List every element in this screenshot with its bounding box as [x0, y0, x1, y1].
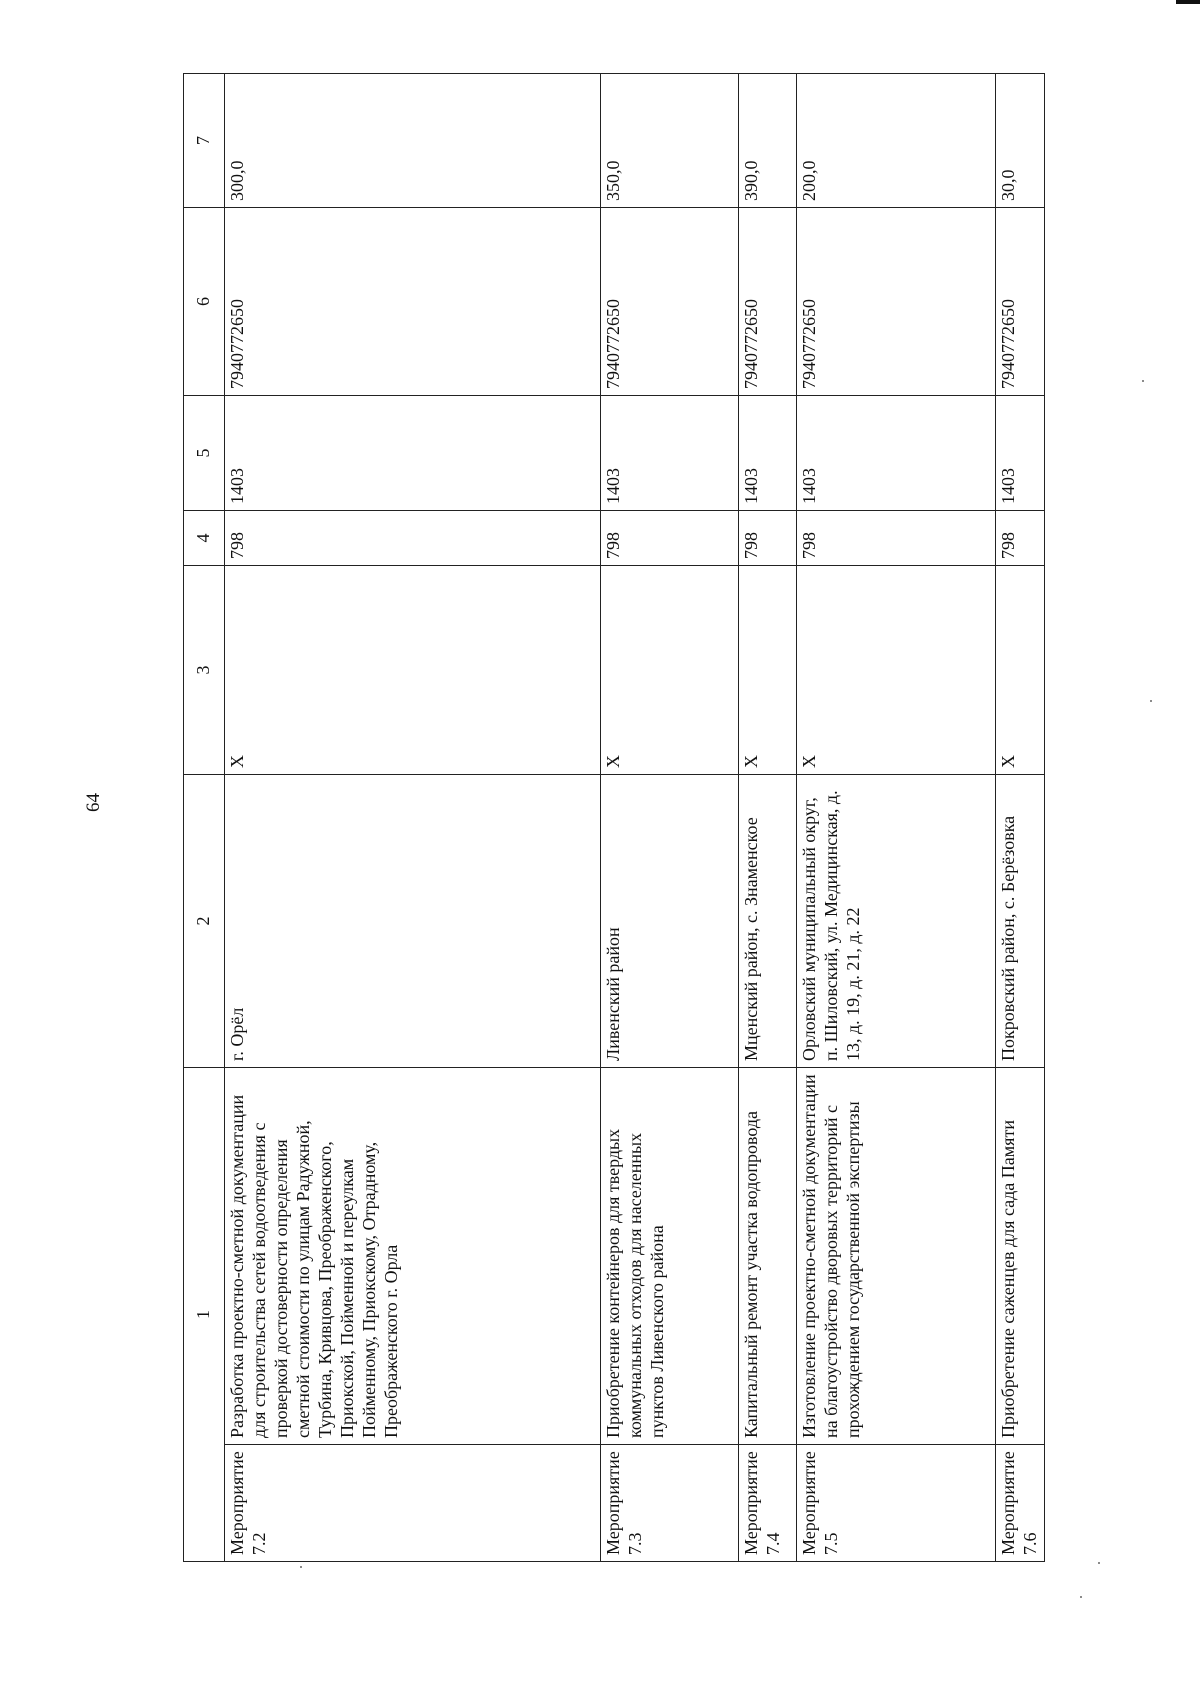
table-row — [739, 74, 797, 1562]
cell-location: г. Орёл — [225, 775, 601, 1068]
cell-col7: 390,0 — [739, 74, 797, 208]
cell-col5: 1403 — [797, 396, 996, 511]
cell-description: Капитальный ремонт участка водопровода — [739, 1068, 797, 1445]
cell-col4: 798 — [225, 511, 601, 566]
cell-col3: Х — [996, 566, 1045, 775]
cell-col7: 350,0 — [601, 74, 739, 208]
cell-location: Орловский муниципальный округ, п. Шиловский, ул. Медицинская, д. 13, д. 19, д. 21, д. 22 — [797, 775, 996, 1068]
cell-col6: 7940772650 — [601, 208, 739, 396]
scan-speck — [1142, 380, 1144, 382]
scan-speck — [1080, 1596, 1082, 1598]
cell-col4: 798 — [996, 511, 1045, 566]
scan-speck — [1150, 700, 1152, 702]
header-cell-col7: 7 — [184, 74, 225, 208]
cell-col4: 798 — [601, 511, 739, 566]
rotated-table-container — [183, 74, 1040, 1562]
scan-mark — [1176, 0, 1200, 4]
cell-description: Разработка проектно-сметной документации для строительства сетей водоотведения с проверкой достоверности определения сметной стоимости по улицам Радужной, Турбина, Кривцова, Преображенского, Приокской, Пойменной и переулкам Пойменному, Приокскому, Отрадному, Преображенского г. Орла — [225, 1068, 601, 1445]
cell-col5: 1403 — [601, 396, 739, 511]
cell-col6: 7940772650 — [996, 208, 1045, 396]
cell-col6: 7940772650 — [797, 208, 996, 396]
scan-speck — [300, 1566, 302, 1568]
cell-col6: 7940772650 — [225, 208, 601, 396]
cell-col7: 200,0 — [797, 74, 996, 208]
cell-col3: Х — [739, 566, 797, 775]
cell-col5: 1403 — [739, 396, 797, 511]
cell-col6: 7940772650 — [739, 208, 797, 396]
cell-col5: 1403 — [996, 396, 1045, 511]
table-row — [797, 74, 996, 1562]
table-row — [996, 74, 1045, 1562]
data-table — [183, 73, 1045, 1562]
scan-speck — [1098, 1562, 1100, 1564]
header-cell-col5: 5 — [184, 396, 225, 511]
cell-description: Приобретение саженцев для сада Памяти — [996, 1068, 1045, 1445]
cell-activity-id: Мероприятие 7.3 — [601, 1445, 739, 1562]
page-number: 64 — [83, 793, 104, 812]
cell-activity-id: Мероприятие 7.6 — [996, 1445, 1045, 1562]
cell-col3: Х — [601, 566, 739, 775]
cell-col5: 1403 — [225, 396, 601, 511]
cell-location: Ливенский район — [601, 775, 739, 1068]
cell-col3: Х — [797, 566, 996, 775]
cell-col7: 300,0 — [225, 74, 601, 208]
header-cell-col2: 2 — [184, 775, 225, 1068]
cell-description: Приобретение контейнеров для твердых коммунальных отходов для населенных пунктов Ливенского района — [601, 1068, 739, 1445]
cell-activity-id: Мероприятие 7.4 — [739, 1445, 797, 1562]
cell-col7: 30,0 — [996, 74, 1045, 208]
header-row — [184, 74, 225, 1562]
header-cell-col1: 1 — [184, 1068, 225, 1562]
cell-description: Изготовление проектно-сметной документации на благоустройство дворовых территорий с прохождением государственной экспертизы — [797, 1068, 996, 1445]
header-cell-col6: 6 — [184, 208, 225, 396]
cell-col4: 798 — [739, 511, 797, 566]
cell-location: Покровский район, с. Берёзовка — [996, 775, 1045, 1068]
cell-activity-id: Мероприятие 7.2 — [225, 1445, 601, 1562]
cell-col3: Х — [225, 566, 601, 775]
table-row — [601, 74, 739, 1562]
cell-col4: 798 — [797, 511, 996, 566]
cell-location: Мценский район, с. Знаменское — [739, 775, 797, 1068]
header-cell-col4: 4 — [184, 511, 225, 566]
cell-activity-id: Мероприятие 7.5 — [797, 1445, 996, 1562]
header-cell-col3: 3 — [184, 566, 225, 775]
table-row — [225, 74, 601, 1562]
